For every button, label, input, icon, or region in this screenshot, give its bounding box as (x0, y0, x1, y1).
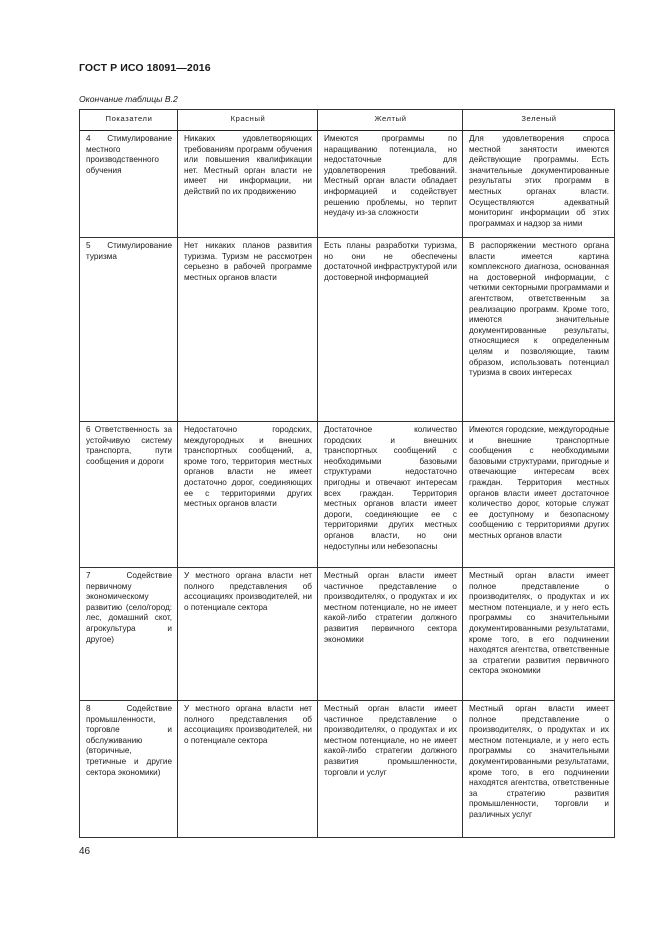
cell-indicator: 7 Содействие первичному экономическому развитию (село/город: лес, домашний скот, агрокультура и другое) (80, 568, 178, 701)
cell-yellow: Есть планы разработки туризма, но они не обеспечены достаточной инфраструктурой или достоверной информацией (318, 238, 463, 422)
cell-green: В распоряжении местного органа власти имеется картина комплексного диагноза, основанная на достоверной информации, с четкими секторными программами и агентством, ответственным за реализацию программ. Кроме того, имеются значительные документированные результаты, относящиеся к определенным целям и позволяющие, таким образом, использовать потенциал туризма в своих интересах (463, 238, 615, 422)
cell-indicator: 6 Ответственность за устойчивую систему транспорта, пути сообщения и дороги (80, 422, 178, 568)
cell-yellow: Достаточное количество городских и внешних транспортных сообщений с необходимыми базовыми структурами недостаточно пригодны и отвечают интересам всех граждан. Территория местных органов власти имеет дороги, соединяющие ее с территориями других местных органов власти, но они недоступны или небезопасны (318, 422, 463, 568)
cell-red: У местного органа власти нет полного представления об ассоциациях производителей, ни о потенциале сектора (178, 701, 318, 838)
page-number: 46 (79, 846, 91, 857)
cell-red: У местного органа власти нет полного представления об ассоциациях производителей, ни о потенциале сектора (178, 568, 318, 701)
column-header-green: Зеленый (463, 110, 615, 131)
table-row (80, 238, 615, 422)
column-header-indicators: Показатели (80, 110, 178, 131)
cell-yellow: Местный орган власти имеет частичное представление о производителях, о продуктах и их местном потенциале, но не имеет какой-либо стратегии должного развития промышленности, торговли и услуг (318, 701, 463, 838)
cell-green: Имеются городские, междугородные и внешние транспортные сообщения с необходимыми базовыми структурами, пригодные и отвечающие интересам всех граждан. Территория местных органов власти имеет достаточное количество дорог, которые служат ее доступному и безопасному сообщению с территориями других местных органов власти (463, 422, 615, 568)
indicators-table (79, 109, 615, 838)
cell-red: Нет никаких планов развития туризма. Туризм не рассмотрен серьезно в рабочей программе местных органов власти (178, 238, 318, 422)
table-header-row (80, 110, 615, 131)
table-row (80, 701, 615, 838)
table-row (80, 568, 615, 701)
cell-red: Никаких удовлетворяющих требованиям программ обучения или повышения квалификации нет. Местный орган власти не имеет ни информации, ни действий по их продвижению (178, 131, 318, 238)
column-header-red: Красный (178, 110, 318, 131)
cell-indicator: 5 Стимулирование туризма (80, 238, 178, 422)
table-caption: Окончание таблицы В.2 (79, 94, 178, 104)
cell-indicator: 4 Стимулирование местного производственного обучения (80, 131, 178, 238)
cell-green: Для удовлетворения спроса местной занятости имеются действующие программы. Есть значительные документированные результаты этих программ в местных органах власти. Осуществляются адекватный мониторинг информации об этих программах и надзор за ними (463, 131, 615, 238)
document-id: ГОСТ Р ИСО 18091—2016 (79, 62, 211, 74)
cell-red: Недостаточно городских, междугородных и внешних транспортных сообщений, а, кроме того, территория местных органов власти не имеет достаточно дорог, соединяющих ее с территориями других местных органов власти (178, 422, 318, 568)
table-row (80, 422, 615, 568)
cell-green: Местный орган власти имеет полное представление о производителях, о продуктах и их местном потенциале, и у него есть программы со значительными документированными результатами, кроме того, в его подчинении находятся агентства, ответственные за стратегию развития промышленности, торговли и различных услуг (463, 701, 615, 838)
column-header-yellow: Желтый (318, 110, 463, 131)
cell-yellow: Местный орган власти имеет частичное представление о производителях, о продуктах и их местном потенциале, но не имеет какой-либо стратегии должного развития первичного сектора экономики (318, 568, 463, 701)
cell-yellow: Имеются программы по наращиванию потенциала, но недостаточные для удовлетворения требований. Местный орган власти обладает информацией и содействует решению проблемы, но терпит неудачу из-за сложности (318, 131, 463, 238)
cell-green: Местный орган власти имеет полное представление о производителях, о продуктах и их местном потенциале, и у него есть программы со значительными документированными результатами, кроме того, в его подчинении находятся агентства, ответственные за стратегии развития первичного сектора экономики (463, 568, 615, 701)
cell-indicator: 8 Содействие промышленности, торговле и обслуживанию (вторичные, третичные и другие сектора экономики) (80, 701, 178, 838)
table-row (80, 131, 615, 238)
